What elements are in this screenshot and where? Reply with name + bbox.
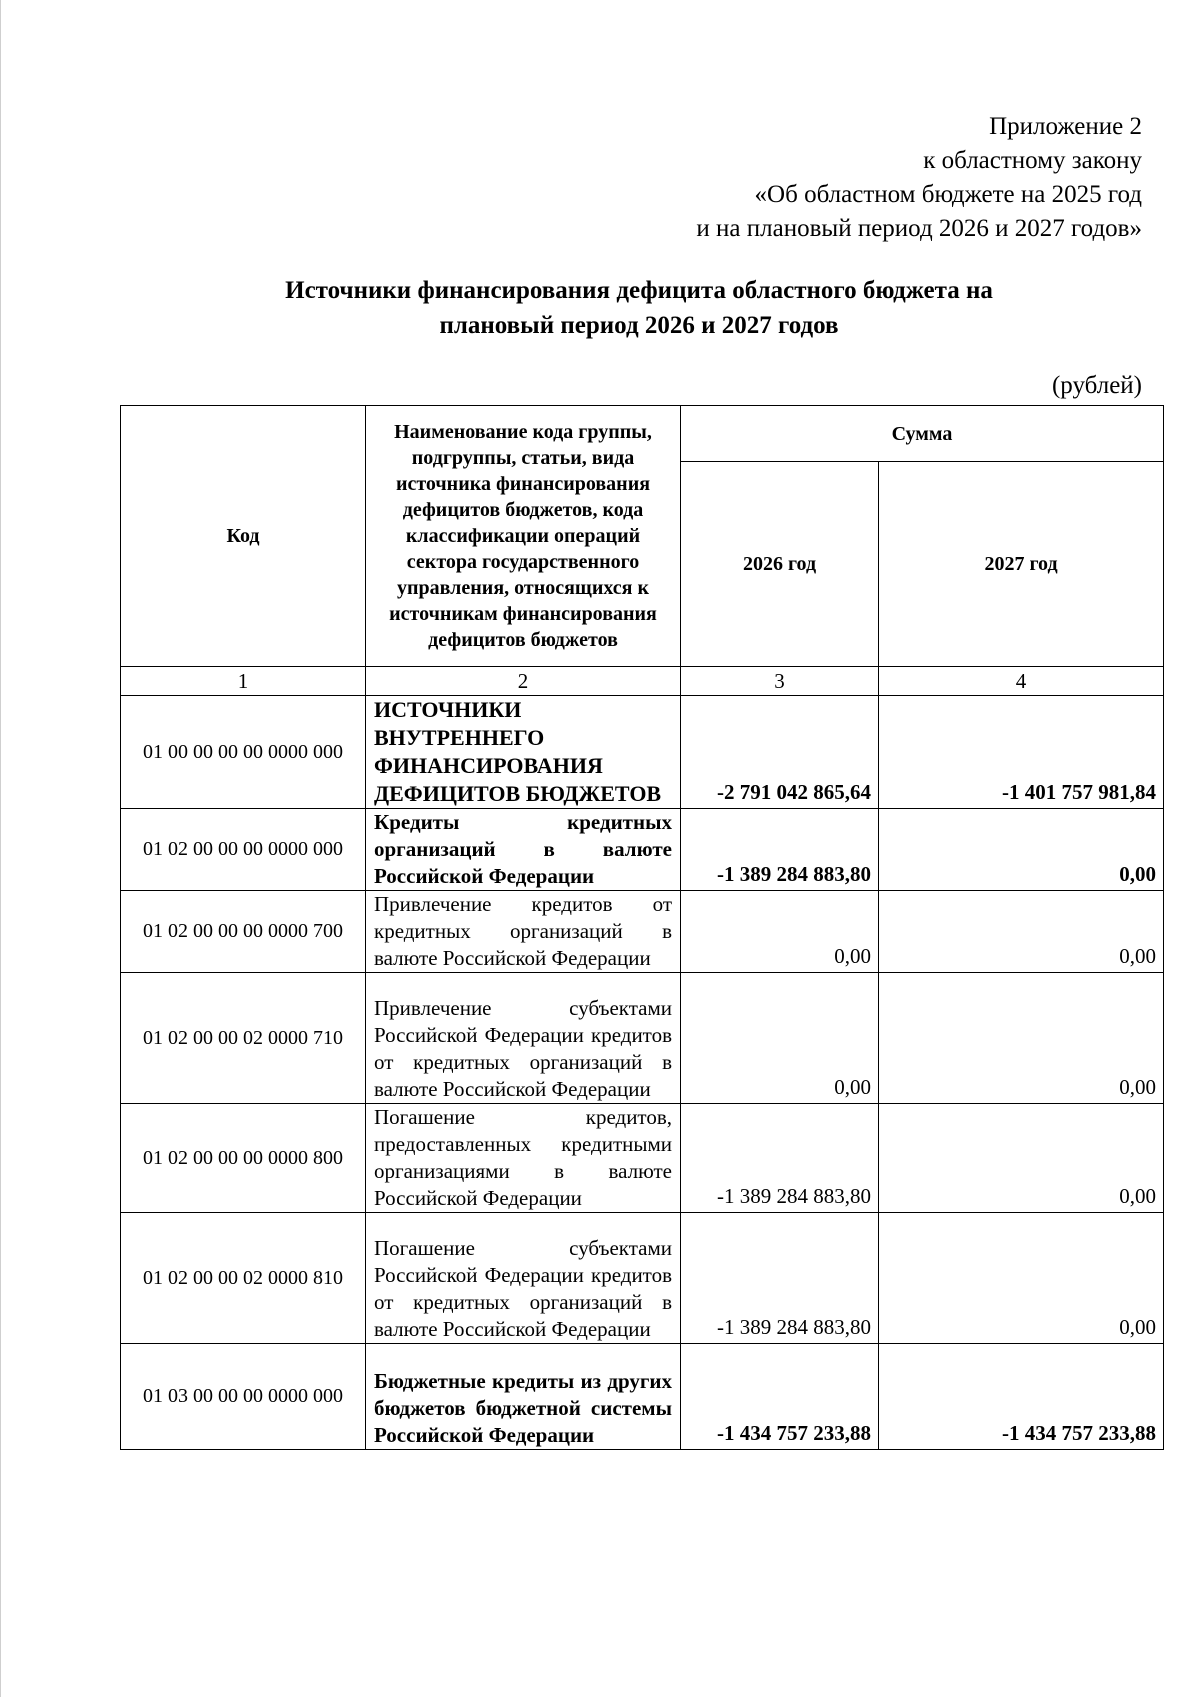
row-code: 01 02 00 00 00 0000 700 [121,891,366,973]
law-title-2: и на плановый период 2026 и 2027 годов» [696,215,1142,242]
row-name: Погашение кредитов, предоставленных кредитными организациями в валюте Российской Федерации [366,1104,681,1213]
row-name: Погашение субъектами Российской Федерации кредитов от кредитных организаций в валюте Российской Федерации [366,1213,681,1344]
row-code: 01 02 00 00 02 0000 710 [121,973,366,1104]
table-row [121,809,1164,891]
column-numbers-row [121,667,1164,696]
row-value-2027: 0,00 [879,973,1164,1104]
document-title-line-2: плановый период 2026 и 2027 годов [439,312,839,339]
row-code: 01 02 00 00 00 0000 800 [121,1104,366,1213]
row-value-2027: 0,00 [879,1213,1164,1344]
row-name: Бюджетные кредиты из других бюджетов бюджетной системы Российской Федерации [366,1344,681,1450]
row-value-2027: 0,00 [879,809,1164,891]
row-value-2027: -1 401 757 981,84 [879,696,1164,809]
column-number: 1 [121,667,366,696]
row-name: Кредиты кредитных организаций в валюте Российской Федерации [366,809,681,891]
row-value-2026: -1 434 757 233,88 [681,1344,879,1450]
table-row [121,1213,1164,1344]
column-number: 4 [879,667,1164,696]
document-title-line-1: Источники финансирования дефицита областного бюджета на [285,277,993,304]
row-value-2027: -1 434 757 233,88 [879,1344,1164,1450]
header-name: Наименование кода группы, подгруппы, статьи, вида источника финансирования дефицитов бюджетов, кода классификации операций сектора государственного управления, относящихся к источникам финансирования дефицитов бюджетов [366,406,681,667]
header-year-2027: 2027 год [879,462,1164,667]
financing-sources-table [120,405,1164,1450]
header-sum: Сумма [681,406,1164,462]
law-reference: к областному закону [923,147,1142,174]
row-name: Привлечение субъектами Российской Федерации кредитов от кредитных организаций в валюте Российской Федерации [366,973,681,1104]
row-value-2026: -2 791 042 865,64 [681,696,879,809]
header-code: Код [121,406,366,667]
page-edge [0,0,1,1697]
row-code: 01 00 00 00 00 0000 000 [121,696,366,809]
row-value-2026: -1 389 284 883,80 [681,1104,879,1213]
row-name: ИСТОЧНИКИ ВНУТРЕННЕГО ФИНАНСИРОВАНИЯ ДЕФИЦИТОВ БЮДЖЕТОВ [366,696,681,809]
row-value-2027: 0,00 [879,891,1164,973]
row-value-2026: 0,00 [681,891,879,973]
document-title [120,273,1158,343]
row-code: 01 02 00 00 02 0000 810 [121,1213,366,1344]
column-number: 2 [366,667,681,696]
table-row [121,891,1164,973]
row-value-2026: 0,00 [681,973,879,1104]
row-code: 01 03 00 00 00 0000 000 [121,1344,366,1450]
units-label: (рублей) [1051,372,1142,399]
table-row [121,1104,1164,1213]
appendix-number: Приложение 2 [989,113,1142,140]
row-value-2027: 0,00 [879,1104,1164,1213]
row-value-2026: -1 389 284 883,80 [681,1213,879,1344]
row-name: Привлечение кредитов от кредитных организаций в валюте Российской Федерации [366,891,681,973]
row-code: 01 02 00 00 00 0000 000 [121,809,366,891]
appendix-header [696,110,1142,246]
column-number: 3 [681,667,879,696]
table-row [121,696,1164,809]
law-title-1: «Об областном бюджете на 2025 год [754,181,1142,208]
row-value-2026: -1 389 284 883,80 [681,809,879,891]
table-row [121,973,1164,1104]
header-year-2026: 2026 год [681,462,879,667]
table-row [121,1344,1164,1450]
